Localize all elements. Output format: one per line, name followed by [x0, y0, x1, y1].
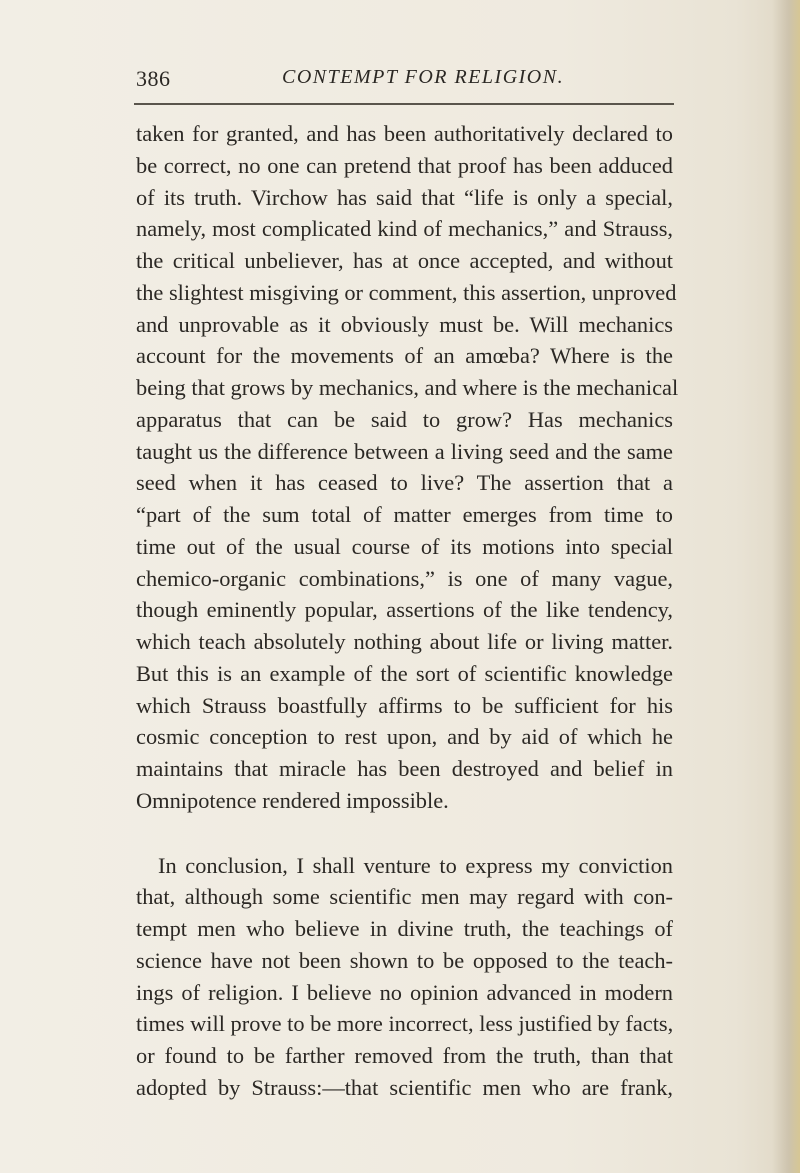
text-line: In conclusion, I shall venture to express my conviction — [158, 852, 673, 878]
text-line: maintains that miracle has been destroyed and belief in — [136, 756, 673, 781]
text-line: the slightest misgiving or comment, this assertion, unproved — [136, 279, 677, 305]
text-line: chemico-organic combinations,” is one of many vague, — [136, 565, 673, 591]
running-title: CONTEMPT FOR RELIGION. — [282, 66, 565, 88]
text-line: of its truth. Virchow has said that “life is only a special, — [136, 184, 673, 210]
text-line: taken for granted, and has been authoritatively declared to — [136, 121, 673, 146]
text-line: account for the movements of an amœba? Where is the — [136, 343, 673, 369]
paragraph-1 — [136, 118, 679, 817]
text-line: be correct, no one can pretend that proof has been adduced — [136, 152, 673, 178]
text-line: and unprovable as it obviously must be. Will mechanics — [136, 311, 673, 337]
text-line: that, although some scientific men may regard with con- — [136, 884, 673, 910]
text-line: times will prove to be more incorrect, less justified by facts, — [136, 1011, 674, 1037]
text-line: which Strauss boastfully affirms to be sufficient for his — [136, 692, 673, 718]
text-line: Omnipotence rendered impossible. — [136, 787, 449, 813]
text-line: apparatus that can be said to grow? Has mechanics — [136, 406, 673, 432]
text-line: adopted by Strauss:—that scientific men who are frank, — [136, 1074, 673, 1100]
text-line: or found to be farther removed from the truth, than that — [136, 1043, 673, 1068]
text-line: time out of the usual course of its motions into special — [136, 533, 673, 559]
paragraph-gap — [136, 817, 673, 850]
body-text — [136, 118, 679, 1104]
paragraph-2 — [136, 850, 673, 1104]
text-line: seed when it has ceased to live? The assertion that a — [136, 470, 673, 496]
text-line: which teach absolutely nothing about life or living matter. — [136, 629, 673, 654]
text-line: though eminently popular, assertions of the like tendency, — [136, 597, 673, 623]
header-rule — [134, 103, 674, 105]
text-line: the critical unbeliever, has at once accepted, and without — [136, 248, 673, 273]
text-line: science have not been shown to be opposed to the teach- — [136, 947, 673, 973]
text-line: tempt men who believe in divine truth, the teachings of — [136, 916, 673, 941]
running-head — [136, 66, 656, 100]
text-line: ings of religion. I believe no opinion advanced in modern — [136, 979, 673, 1005]
page-edge-shadow — [772, 0, 800, 1173]
page-number: 386 — [136, 66, 171, 91]
text-line: namely, most complicated kind of mechanics,” and Strauss, — [136, 216, 673, 242]
text-line: being that grows by mechanics, and where is the mechanical — [136, 375, 679, 400]
text-line: taught us the difference between a living seed and the same — [136, 438, 673, 464]
text-line: But this is an example of the sort of scientific knowledge — [136, 660, 673, 686]
text-line: cosmic conception to rest upon, and by aid of which he — [136, 724, 673, 750]
text-line: “part of the sum total of matter emerges from time to — [136, 502, 673, 527]
